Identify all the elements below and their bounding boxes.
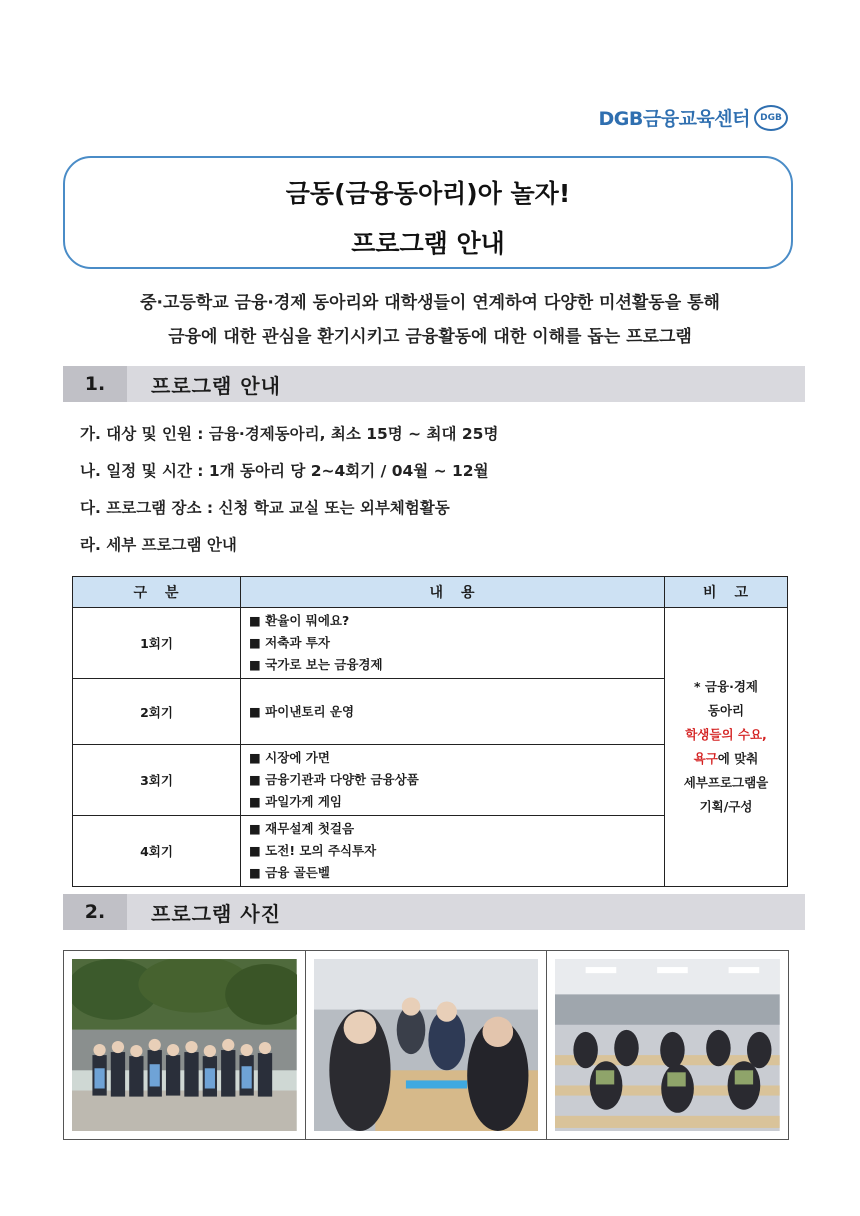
note-line: 동아리 — [707, 703, 745, 718]
table-header-row — [73, 577, 788, 608]
round-content — [241, 608, 665, 679]
bullet-icon: ■ — [249, 703, 261, 719]
bullet-icon: ■ — [249, 772, 261, 787]
bullet-icon: ■ — [249, 613, 261, 628]
list-item: ■ 과일가게 게임 — [249, 794, 342, 809]
round-label: 1회기 — [73, 608, 241, 679]
round-content — [241, 816, 665, 887]
table-row — [73, 608, 788, 679]
group-photo-outdoor — [72, 959, 297, 1131]
list-item: ■ 저축과 투자 — [249, 635, 330, 650]
photo-frame — [306, 951, 548, 1139]
bullet-icon: ■ — [249, 657, 261, 672]
bullet-icon: ■ — [249, 635, 261, 650]
bullet-icon: ■ — [249, 865, 261, 880]
logo-badge-icon: DGB — [754, 105, 788, 131]
bullet-icon: ■ — [249, 750, 261, 765]
section-1-header — [63, 366, 805, 402]
list-item: ■ 금융기관과 다양한 금융상품 — [249, 772, 419, 787]
round-content — [241, 745, 665, 816]
note-line: 욕구에 맞춰 — [693, 751, 759, 766]
page-title: 금동(금융동아리)아 놀자! — [285, 179, 571, 208]
list-item: ■ 도전! 모의 주식투자 — [249, 843, 377, 858]
header-round: 구분 — [73, 577, 241, 608]
logo — [599, 104, 788, 131]
page-subtitle: 프로그램 안내 — [351, 229, 505, 258]
program-table — [72, 576, 788, 887]
round-label: 3회기 — [73, 745, 241, 816]
info-location: 다. 프로그램 장소 : 신청 학교 교실 또는 외부체험활동 — [80, 499, 450, 517]
section-2-header — [63, 894, 805, 930]
round-label: 4회기 — [73, 816, 241, 887]
logo-text: DGB금융교육센터 — [598, 108, 750, 130]
title-box — [63, 156, 793, 269]
intro-line-1: 중·고등학교 금융·경제 동아리와 대학생들이 연계하여 다양한 미션활동을 통해 — [140, 293, 720, 313]
bullet-icon: ■ — [249, 843, 261, 858]
list-item: ■ 금융 골든벨 — [249, 865, 330, 880]
classroom-photo — [314, 959, 539, 1131]
round-label: 2회기 — [73, 679, 241, 745]
photo-gallery — [63, 950, 789, 1140]
note-line: 기획/구성 — [699, 799, 753, 814]
intro-line-2: 금융에 대한 관심을 환기시키고 금융활동에 대한 이해를 돕는 프로그램 — [168, 327, 692, 347]
list-item: ■ 재무설계 첫걸음 — [249, 821, 355, 836]
section-2-title: 프로그램 사진 — [151, 901, 281, 926]
note-cell — [665, 608, 788, 887]
bullet-icon: ■ — [249, 794, 261, 809]
note-line: * 금융·경제 — [694, 679, 758, 694]
list-item: ■ 파이낸토리 운영 — [249, 703, 355, 719]
photo-frame — [64, 951, 306, 1139]
header-content: 내용 — [241, 577, 665, 608]
info-target: 가. 대상 및 인원 : 금융·경제동아리, 최소 15명 ~ 최대 25명 — [80, 425, 499, 443]
note-line: 세부프로그램을 — [683, 775, 769, 790]
info-detail: 라. 세부 프로그램 안내 — [80, 536, 237, 554]
header-note: 비고 — [665, 577, 788, 608]
section-2-number: 2. — [63, 894, 127, 930]
lecture-hall-photo — [555, 959, 780, 1131]
round-content — [241, 679, 665, 745]
note-line-highlight: 학생들의 수요, — [685, 727, 767, 742]
list-item: ■ 환율이 뭐에요? — [249, 613, 350, 628]
list-item: ■ 시장에 가면 — [249, 750, 330, 765]
info-schedule: 나. 일정 및 시간 : 1개 동아리 당 2~4회기 / 04월 ~ 12월 — [80, 462, 489, 480]
bullet-icon: ■ — [249, 821, 261, 836]
section-1-title: 프로그램 안내 — [151, 373, 281, 398]
photo-frame — [547, 951, 788, 1139]
section-1-number: 1. — [63, 366, 127, 402]
list-item: ■ 국가로 보는 금융경제 — [249, 657, 383, 672]
